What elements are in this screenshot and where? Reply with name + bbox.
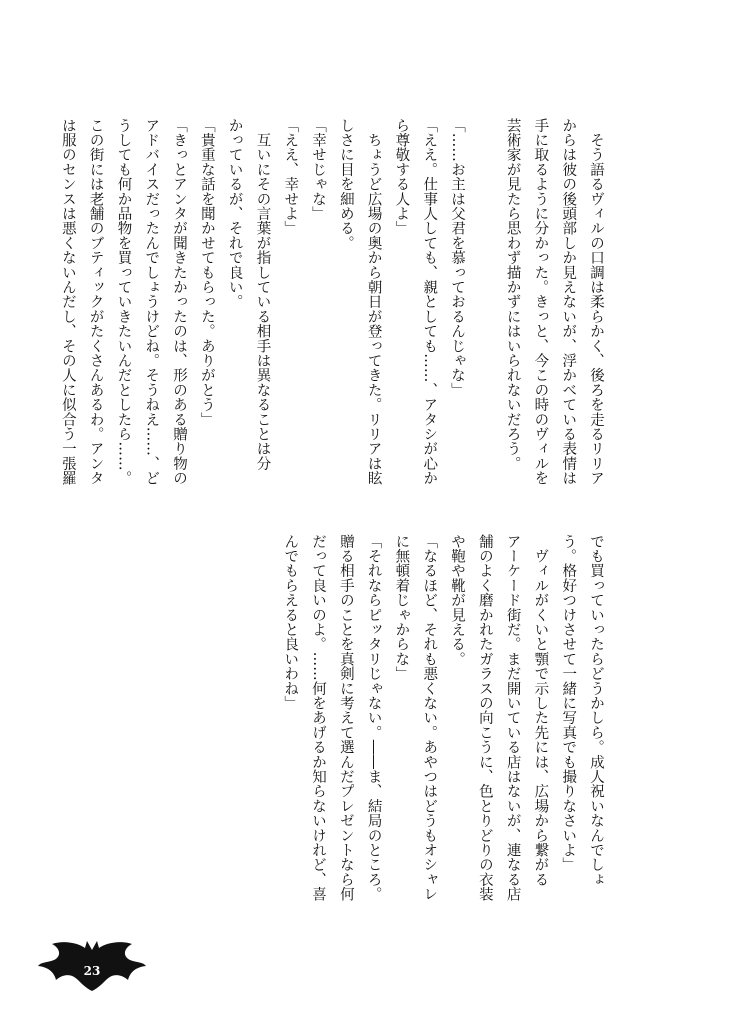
text-line: 「幸せじゃな」 xyxy=(310,118,327,221)
text-line: に無頓着じゃからな」 xyxy=(393,534,410,681)
paragraph-gap xyxy=(470,118,498,510)
top-text-column xyxy=(59,118,609,510)
text-line: だって良いのよ。……何をあげるか知らないけれど、喜 xyxy=(310,534,327,902)
text-line: は服のセンスは悪くないんだし、その人に似合う一張羅 xyxy=(59,118,76,486)
page-number: 23 xyxy=(83,964,101,978)
text-line: ら尊敬する人よ」 xyxy=(393,118,410,236)
text-line: うしても何か品物を買っていきたいんだとしたら……。 xyxy=(115,118,132,486)
bottom-text-column xyxy=(282,534,609,926)
text-line: ちょうど広場の奥から朝日が登ってきた。リリアは眩 xyxy=(365,118,382,486)
text-line: や鞄や靴が見える。 xyxy=(449,534,466,667)
text-line: う。格好つけさせて一緒に写真でも撮りなさいよ」 xyxy=(560,534,577,873)
text-line: しさに目を細める。 xyxy=(337,118,354,251)
text-line: 互いにその言葉が指している相手は異なることは分 xyxy=(254,118,271,471)
text-line: 芸術家が見たら思わず描かずにはいられないだろう。 xyxy=(504,118,521,471)
text-line: 「ええ。仕事人しても、親としても……、アタシが心か xyxy=(421,118,438,486)
text-line: かっているが、それで良い。 xyxy=(226,118,243,310)
text-line: 「それならピッタリじゃない。――ま、結局のところ。 xyxy=(365,534,382,902)
text-line: アーケード街だ。まだ開いている店はないが、連なる店 xyxy=(504,534,521,902)
text-line: 「貴重な話を聞かせてもらった。ありがとう」 xyxy=(198,118,215,427)
text-line: 「きっとアンタが聞きたかったのは、形のある贈り物の xyxy=(171,118,188,486)
text-line: 「なるほど、それも悪くない。あやつはどうもオシャレ xyxy=(421,534,438,902)
text-line: 贈る相手のことを真剣に考えて選んだプレゼントなら何 xyxy=(337,534,354,902)
text-line: 「……お主は父君を慕っておるんじゃな」 xyxy=(449,118,466,398)
text-line: アドバイスだったんでしょうけどね。そうねえ……、ど xyxy=(143,118,160,486)
text-line: 舗のよく磨かれたガラスの向こうに、色とりどりの衣装 xyxy=(476,534,493,902)
text-line: でも買っていったらどうかしら。成人祝いなんでしょ xyxy=(588,534,604,887)
text-line: ヴィルがくいと顎で示した先には、広場から繋がる xyxy=(532,534,549,887)
text-line: この街には老舗のブティックがたくさんあるわ。アンタ xyxy=(87,118,104,486)
text-line: 手に取るように分かった。きっと、今この時のヴィルを xyxy=(532,118,549,486)
text-line: そう語るヴィルの口調は柔らかく、後ろを走るリリア xyxy=(588,118,604,486)
text-line: からは彼の後頭部しか見えないが、浮かべている表情は xyxy=(560,118,577,486)
text-line: んでもらえると良いわね」 xyxy=(282,534,299,711)
text-line: 「ええ、幸せよ」 xyxy=(282,118,299,236)
page-number-badge xyxy=(38,936,146,992)
